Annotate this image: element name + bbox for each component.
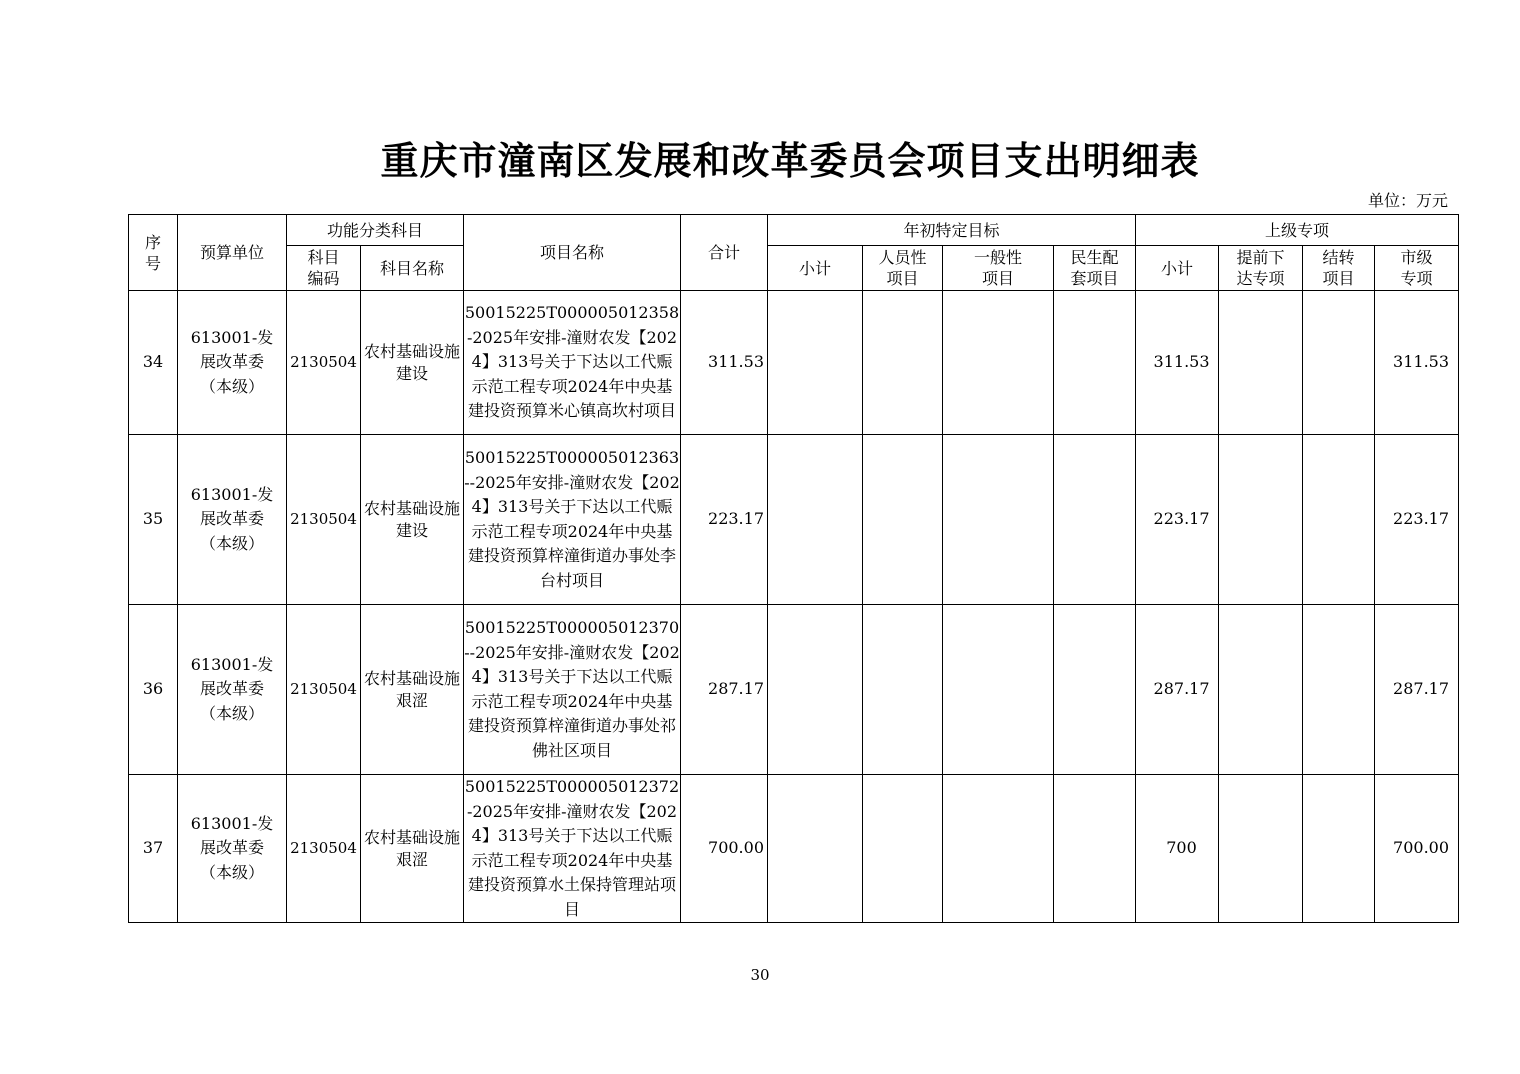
- cell-at-general: [943, 775, 1054, 923]
- cell-at-livelihood: [1054, 291, 1136, 435]
- cell-at-livelihood: [1054, 775, 1136, 923]
- cell-ss-carryover: [1303, 605, 1375, 775]
- header-ss-carryover: 结转项目: [1303, 246, 1375, 291]
- cell-subject-name: 农村基础设施建设: [361, 435, 464, 605]
- header-func-class: 功能分类科目: [287, 215, 464, 246]
- header-superior-special: 上级专项: [1136, 215, 1459, 246]
- cell-ss-advance: [1219, 435, 1303, 605]
- cell-at-subtotal: [768, 291, 863, 435]
- cell-at-general: [943, 605, 1054, 775]
- table-row: [129, 605, 1459, 775]
- cell-seq: 37: [129, 775, 178, 923]
- cell-seq: 36: [129, 605, 178, 775]
- header-seq: 序号: [129, 215, 178, 291]
- cell-at-subtotal: [768, 775, 863, 923]
- cell-subject-name: 农村基础设施艰涩: [361, 605, 464, 775]
- cell-budget-unit: 613001-发展改革委（本级）: [178, 775, 287, 923]
- cell-ss-advance: [1219, 605, 1303, 775]
- page-title: 重庆市潼南区发展和改革委员会项目支出明细表: [380, 139, 1200, 183]
- cell-at-livelihood: [1054, 605, 1136, 775]
- cell-ss-subtotal: 311.53: [1136, 291, 1219, 435]
- cell-at-personnel: [863, 775, 943, 923]
- cell-at-general: [943, 291, 1054, 435]
- cell-at-subtotal: [768, 435, 863, 605]
- cell-budget-unit: 613001-发展改革委（本级）: [178, 291, 287, 435]
- header-subject-code: 科目编码: [287, 246, 361, 291]
- cell-subject-code: 2130504: [287, 435, 361, 605]
- cell-budget-unit: 613001-发展改革委（本级）: [178, 605, 287, 775]
- cell-ss-city: 287.17: [1375, 605, 1459, 775]
- table-row: [129, 435, 1459, 605]
- cell-ss-advance: [1219, 775, 1303, 923]
- cell-at-personnel: [863, 435, 943, 605]
- cell-at-subtotal: [768, 605, 863, 775]
- header-at-livelihood: 民生配套项目: [1054, 246, 1136, 291]
- cell-total: 287.17: [681, 605, 768, 775]
- cell-ss-city: 311.53: [1375, 291, 1459, 435]
- cell-total: 700.00: [681, 775, 768, 923]
- cell-project-name: 50015225T000005012370--2025年安排-潼财农发【2024】313号关于下达以工代赈示范工程专项2024年中央基建投资预算梓潼街道办事处祁佛社区项目: [464, 605, 681, 775]
- cell-ss-carryover: [1303, 775, 1375, 923]
- expenditure-table: [128, 214, 1459, 923]
- header-annual-target: 年初特定目标: [768, 215, 1136, 246]
- cell-project-name: 50015225T000005012358-2025年安排-潼财农发【2024】313号关于下达以工代赈示范工程专项2024年中央基建投资预算米心镇高坎村项目: [464, 291, 681, 435]
- cell-ss-advance: [1219, 291, 1303, 435]
- cell-ss-subtotal: 223.17: [1136, 435, 1219, 605]
- header-at-subtotal: 小计: [768, 246, 863, 291]
- cell-project-name: 50015225T000005012372-2025年安排-潼财农发【2024】313号关于下达以工代赈示范工程专项2024年中央基建投资预算水土保持管理站项目: [464, 775, 681, 923]
- cell-subject-code: 2130504: [287, 291, 361, 435]
- cell-ss-city: 223.17: [1375, 435, 1459, 605]
- header-at-general: 一般性项目: [943, 246, 1054, 291]
- table-row: [129, 291, 1459, 435]
- cell-subject-code: 2130504: [287, 775, 361, 923]
- page-number: 30: [750, 966, 770, 984]
- cell-budget-unit: 613001-发展改革委（本级）: [178, 435, 287, 605]
- cell-subject-name: 农村基础设施艰涩: [361, 775, 464, 923]
- cell-seq: 34: [129, 291, 178, 435]
- header-total: 合计: [681, 215, 768, 291]
- header-at-personnel: 人员性项目: [863, 246, 943, 291]
- cell-ss-city: 700.00: [1375, 775, 1459, 923]
- cell-at-general: [943, 435, 1054, 605]
- cell-total: 311.53: [681, 291, 768, 435]
- header-subject-name: 科目名称: [361, 246, 464, 291]
- header-project-name: 项目名称: [464, 215, 681, 291]
- header-budget-unit: 预算单位: [178, 215, 287, 291]
- table-row: [129, 775, 1459, 923]
- cell-total: 223.17: [681, 435, 768, 605]
- cell-ss-subtotal: 287.17: [1136, 605, 1219, 775]
- cell-ss-carryover: [1303, 291, 1375, 435]
- cell-at-personnel: [863, 605, 943, 775]
- cell-seq: 35: [129, 435, 178, 605]
- unit-label: 单位：万元: [1367, 191, 1448, 210]
- header-ss-subtotal: 小计: [1136, 246, 1219, 291]
- cell-project-name: 50015225T000005012363--2025年安排-潼财农发【2024】313号关于下达以工代赈示范工程专项2024年中央基建投资预算梓潼街道办事处李台村项目: [464, 435, 681, 605]
- cell-ss-carryover: [1303, 435, 1375, 605]
- header-ss-advance: 提前下达专项: [1219, 246, 1303, 291]
- cell-ss-subtotal: 700: [1136, 775, 1219, 923]
- cell-subject-code: 2130504: [287, 605, 361, 775]
- cell-at-personnel: [863, 291, 943, 435]
- cell-at-livelihood: [1054, 435, 1136, 605]
- header-ss-city: 市级专项: [1375, 246, 1459, 291]
- cell-subject-name: 农村基础设施建设: [361, 291, 464, 435]
